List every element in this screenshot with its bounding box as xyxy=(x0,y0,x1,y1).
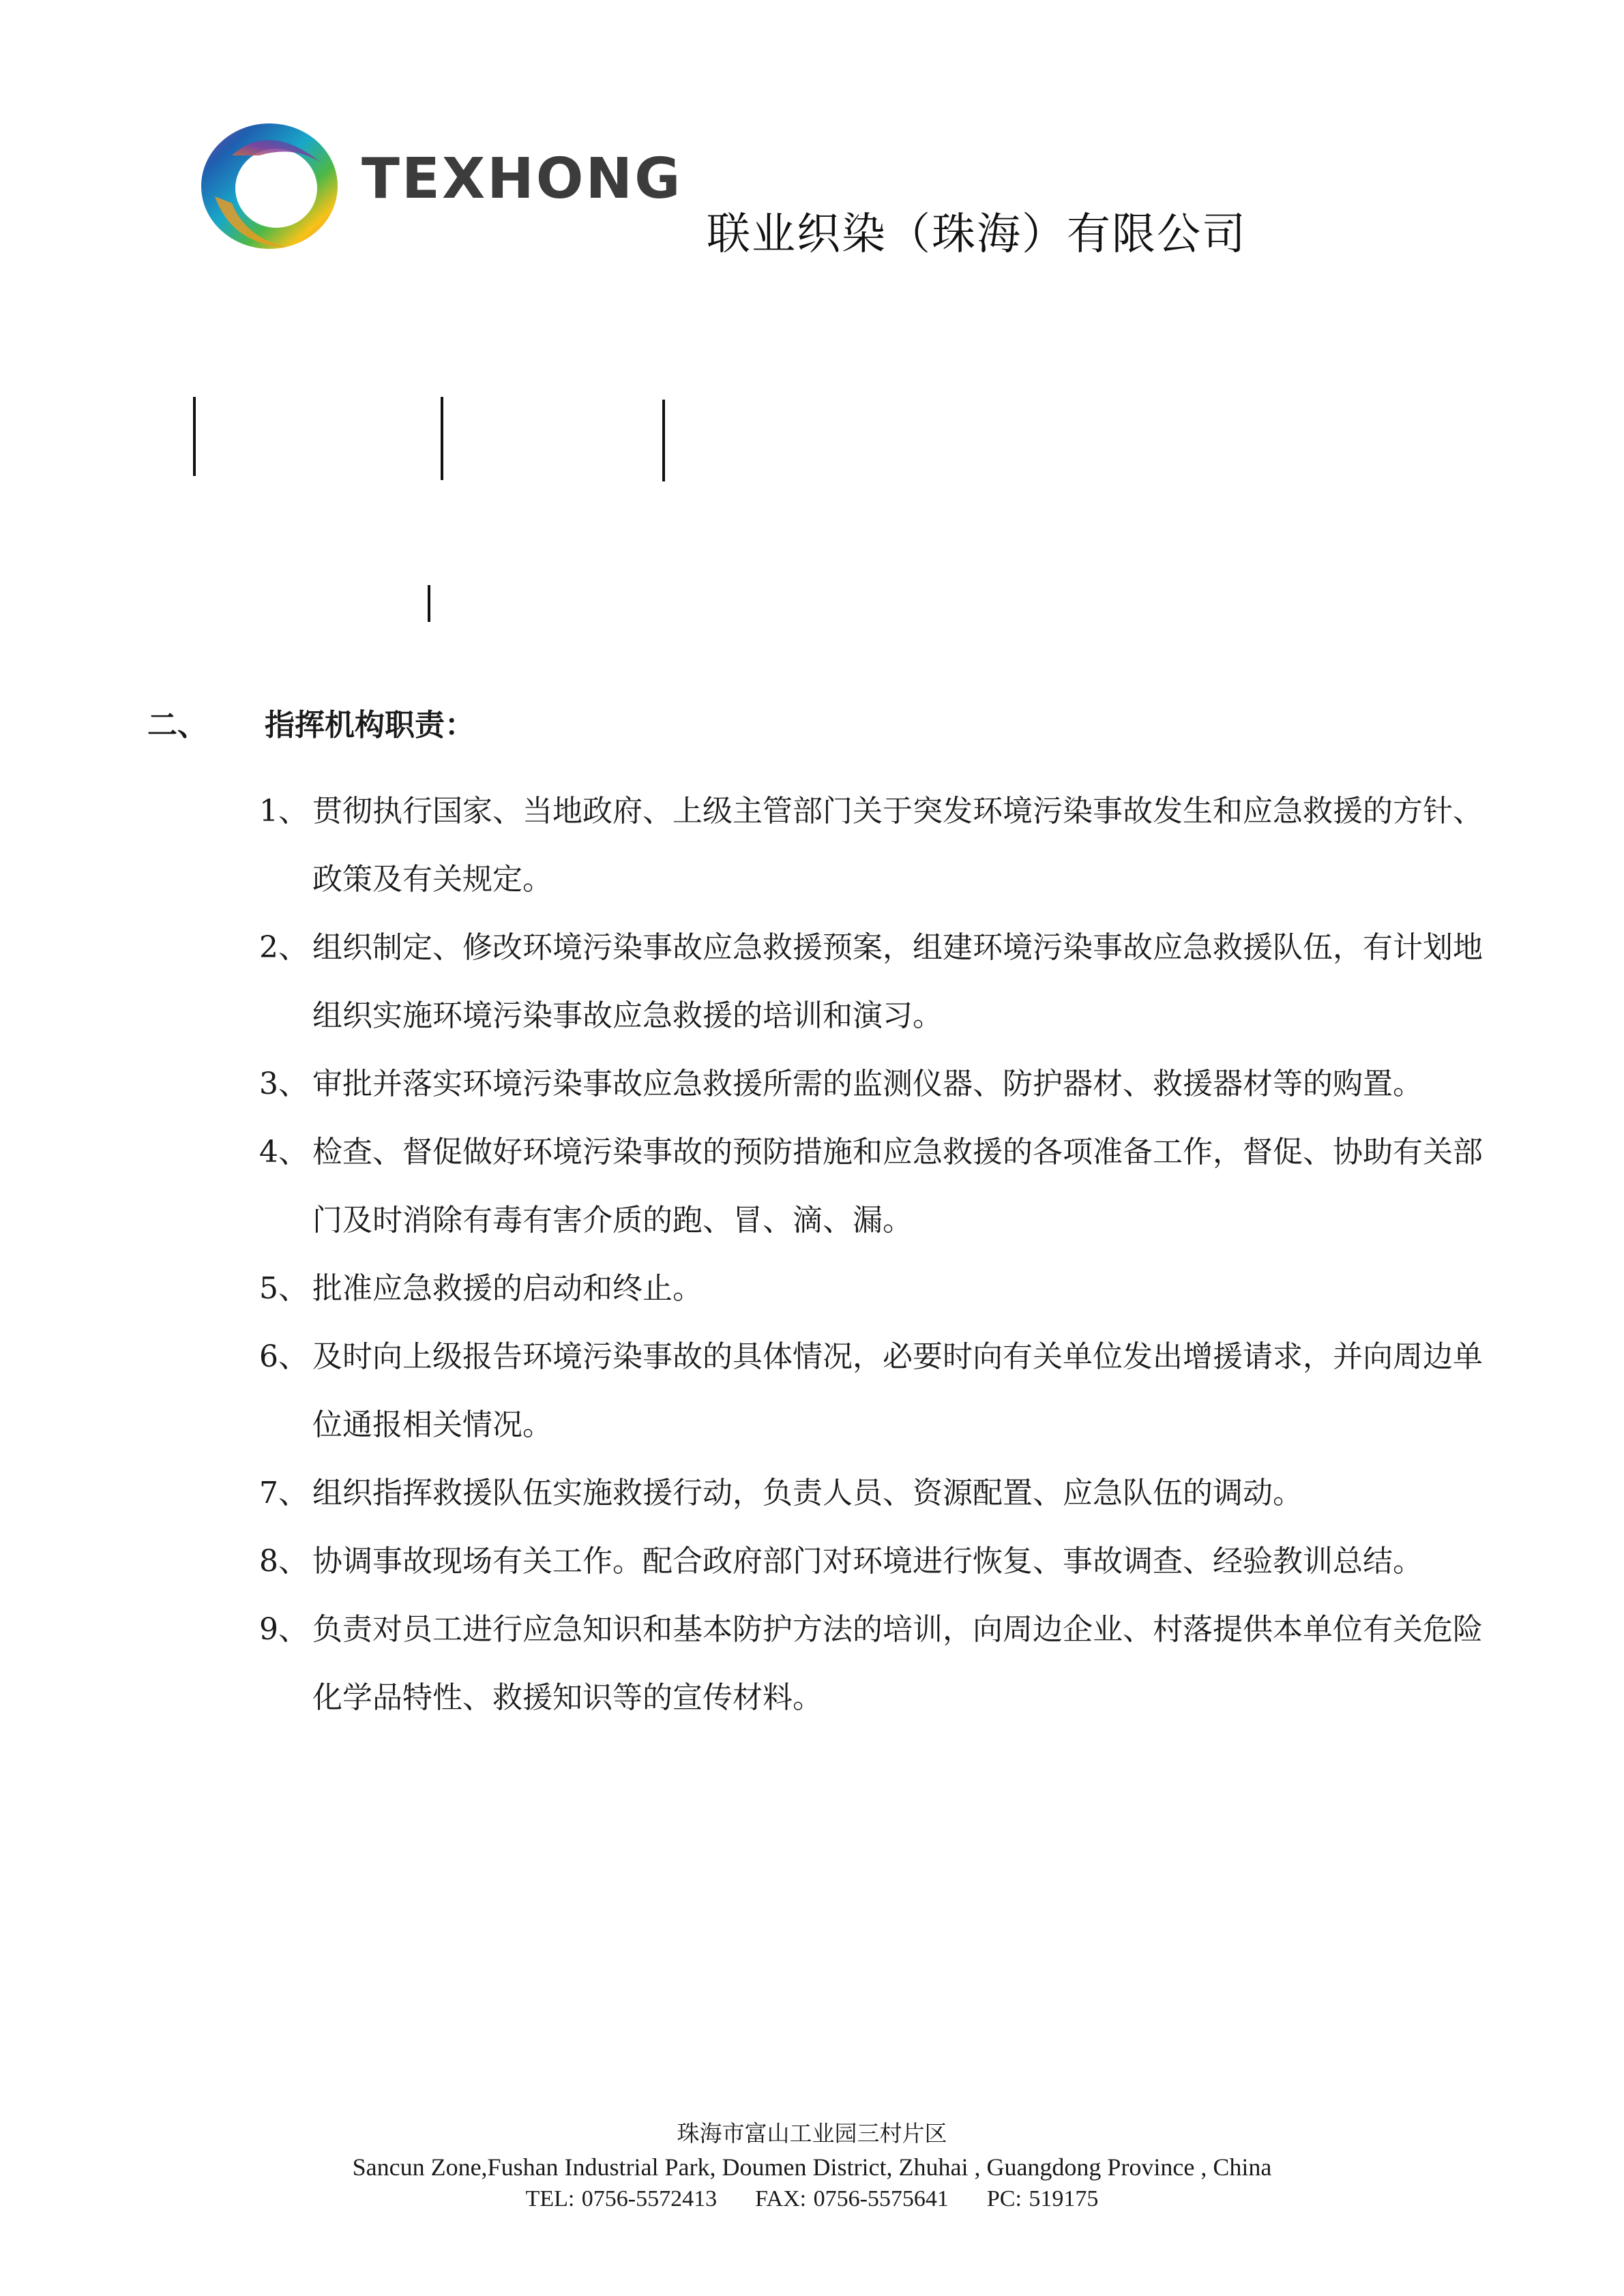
item-number: 3、 xyxy=(259,1067,308,1101)
section-number: 二、 xyxy=(147,708,207,743)
list-item xyxy=(259,914,1487,1050)
item-number: 7、 xyxy=(259,1476,308,1510)
item-text: 审批并落实环境污染事故应急救援所需的监测仪器、防护器材、救援器材等的购置。 xyxy=(312,1067,1423,1101)
item-number: 6、 xyxy=(259,1339,308,1374)
item-text: 组织指挥救援队伍实施救援行动，负责人员、资源配置、应急队伍的调动。 xyxy=(312,1476,1303,1510)
footer-postcode: PC: 519175 xyxy=(986,2186,1099,2211)
list-item xyxy=(259,777,1487,914)
footer-address-en: Sancun Zone,Fushan Industrial Park, Doumen District, Zhuhai , Guangdong Province , China xyxy=(352,2153,1272,2181)
item-text: 协调事故现场有关工作。配合政府部门对环境进行恢复、事故调查、经验教训总结。 xyxy=(312,1544,1423,1579)
vertical-mark xyxy=(662,400,665,481)
duties-list xyxy=(259,777,1487,1732)
company-name: 联业织染（珠海）有限公司 xyxy=(707,209,1247,260)
item-text: 负责对员工进行应急知识和基本防护方法的培训，向周边企业、村落提供本单位有关危险化学品特性、救援知识等的宣传材料。 xyxy=(312,1612,1483,1715)
item-text: 及时向上级报告环境污染事故的具体情况，必要时向有关单位发出增援请求，并向周边单位通报相关情况。 xyxy=(312,1339,1483,1442)
item-text: 检查、督促做好环境污染事故的预防措施和应急救援的各项准备工作，督促、协助有关部门及时消除有毒有害介质的跑、冒、滴、漏。 xyxy=(312,1135,1483,1238)
list-item xyxy=(259,1596,1487,1732)
footer-contact xyxy=(0,2188,1624,2211)
item-number: 5、 xyxy=(259,1271,308,1306)
section-heading xyxy=(147,708,475,743)
list-item xyxy=(259,1050,1487,1118)
vertical-mark xyxy=(428,585,430,622)
list-item xyxy=(259,1527,1487,1596)
item-number: 9、 xyxy=(259,1612,308,1647)
vertical-mark xyxy=(441,397,443,480)
item-text: 组织制定、修改环境污染事故应急救援预案，组建环境污染事故应急救援队伍，有计划地组织实施环境污染事故应急救援的培训和演习。 xyxy=(312,930,1483,1033)
item-number: 8、 xyxy=(259,1544,308,1579)
brand-name: TEXHONG xyxy=(361,147,683,211)
list-item xyxy=(259,1459,1487,1527)
footer-fax: FAX: 0756-5575641 xyxy=(755,2186,949,2211)
item-number: 1、 xyxy=(259,794,308,829)
texhong-logo-icon xyxy=(191,115,348,258)
footer-address-cn: 珠海市富山工业园三村片区 xyxy=(677,2120,947,2147)
item-number: 4、 xyxy=(259,1135,308,1169)
vertical-mark xyxy=(193,397,196,476)
list-item xyxy=(259,1323,1487,1459)
item-text: 批准应急救援的启动和终止。 xyxy=(312,1271,703,1306)
section-title: 指挥机构职责： xyxy=(265,708,475,743)
list-item xyxy=(259,1255,1487,1323)
item-number: 2、 xyxy=(259,930,308,965)
footer-tel: TEL: 0756-5572413 xyxy=(525,2186,718,2211)
list-item xyxy=(259,1118,1487,1255)
item-text: 贯彻执行国家、当地政府、上级主管部门关于突发环境污染事故发生和应急救援的方针、政策及有关规定。 xyxy=(312,794,1483,897)
